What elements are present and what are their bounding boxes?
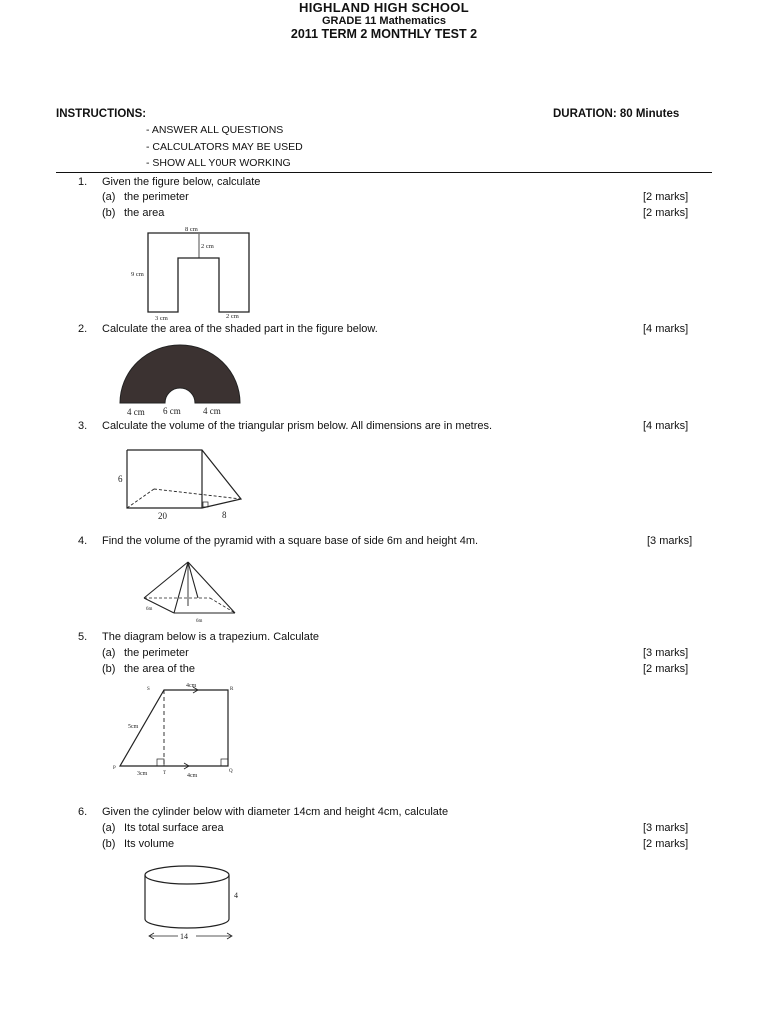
part-text: Its volume: [124, 838, 175, 850]
figure-label: 4cm: [187, 773, 198, 779]
figure-label: 6: [118, 474, 123, 484]
part-text: the area: [124, 207, 165, 219]
part-label: (b): [102, 838, 116, 850]
figure-label: 6 cm: [163, 406, 181, 416]
instruction-item: - SHOW ALL Y0UR WORKING: [146, 157, 291, 169]
marks: [2 marks]: [643, 191, 689, 203]
figure-label: 14: [180, 932, 188, 941]
figure-label: 4 cm: [203, 406, 221, 416]
grade-subject: GRADE 11 Mathematics: [321, 15, 447, 27]
question-number: 2.: [78, 323, 88, 335]
cylinder-figure: [142, 862, 246, 948]
question-number: 4.: [78, 535, 88, 547]
marks: [2 marks]: [643, 838, 689, 850]
figure-label: 4cm: [186, 683, 197, 689]
figure-label: Q: [229, 769, 233, 774]
question-number: 6.: [78, 806, 88, 818]
instructions-label: INSTRUCTIONS:: [56, 108, 147, 120]
marks: [4 marks]: [643, 420, 689, 432]
figure-label: T: [163, 771, 167, 776]
test-title: 2011 TERM 2 MONTHLY TEST 2: [290, 27, 478, 41]
figure-label: 6m: [146, 607, 153, 612]
figure-label: 3 cm: [155, 315, 168, 322]
figure-label: 8 cm: [185, 226, 198, 233]
part-label: (b): [102, 207, 116, 219]
figure-label: 3cm: [137, 771, 148, 777]
part-label: (a): [102, 191, 116, 203]
question-text: Calculate the volume of the triangular prism below. All dimensions are in metres.: [102, 420, 493, 432]
marks: [3 marks]: [647, 535, 693, 547]
part-text: Its total surface area: [124, 822, 224, 834]
trapezium-figure: [110, 680, 240, 782]
question-number: 5.: [78, 631, 88, 643]
question-text: Find the volume of the pyramid with a square base of side 6m and height 4m.: [102, 535, 479, 547]
figure-label: 20: [158, 511, 167, 521]
figure-label: S: [147, 687, 150, 692]
question-text: Calculate the area of the shaded part in the figure below.: [102, 323, 378, 335]
marks: [2 marks]: [643, 207, 689, 219]
figure-label: 4 cm: [127, 407, 145, 417]
question-number: 3.: [78, 420, 88, 432]
figure-label: 6m: [196, 619, 203, 624]
instruction-item: - ANSWER ALL QUESTIONS: [146, 124, 284, 136]
part-label: (b): [102, 663, 116, 675]
figure-label: P: [113, 766, 116, 771]
marks: [3 marks]: [643, 822, 689, 834]
duration: DURATION: 80 Minutes: [553, 108, 680, 120]
question-text: Given the figure below, calculate: [102, 176, 261, 188]
divider: [56, 172, 712, 173]
figure-label: 4: [234, 891, 238, 900]
part-label: (a): [102, 647, 116, 659]
marks: [2 marks]: [643, 663, 689, 675]
marks: [4 marks]: [643, 323, 689, 335]
part-text: the perimeter: [124, 191, 189, 203]
part-text: the area of the: [124, 663, 195, 675]
figure-label: 2 cm: [226, 313, 239, 320]
part-label: (a): [102, 822, 116, 834]
school-name: HIGHLAND HIGH SCHOOL: [299, 0, 469, 15]
instruction-item: - CALCULATORS MAY BE USED: [146, 141, 303, 153]
u-shape-figure: [125, 222, 265, 324]
figure-label: 8: [222, 510, 227, 520]
marks: [3 marks]: [643, 647, 689, 659]
pyramid-figure: [140, 558, 240, 626]
figure-label: R: [230, 687, 234, 692]
figure-label: 9 cm: [131, 271, 144, 278]
question-text: Given the cylinder below with diameter 14cm and height 4cm, calculate: [102, 806, 449, 818]
semicircle-figure: [118, 340, 242, 420]
triangular-prism-figure: [114, 444, 246, 524]
question-number: 1.: [78, 176, 88, 188]
part-text: the perimeter: [124, 647, 189, 659]
figure-label: 2 cm: [201, 243, 214, 250]
figure-label: 5cm: [128, 724, 139, 730]
question-text: The diagram below is a trapezium. Calculate: [102, 631, 320, 643]
